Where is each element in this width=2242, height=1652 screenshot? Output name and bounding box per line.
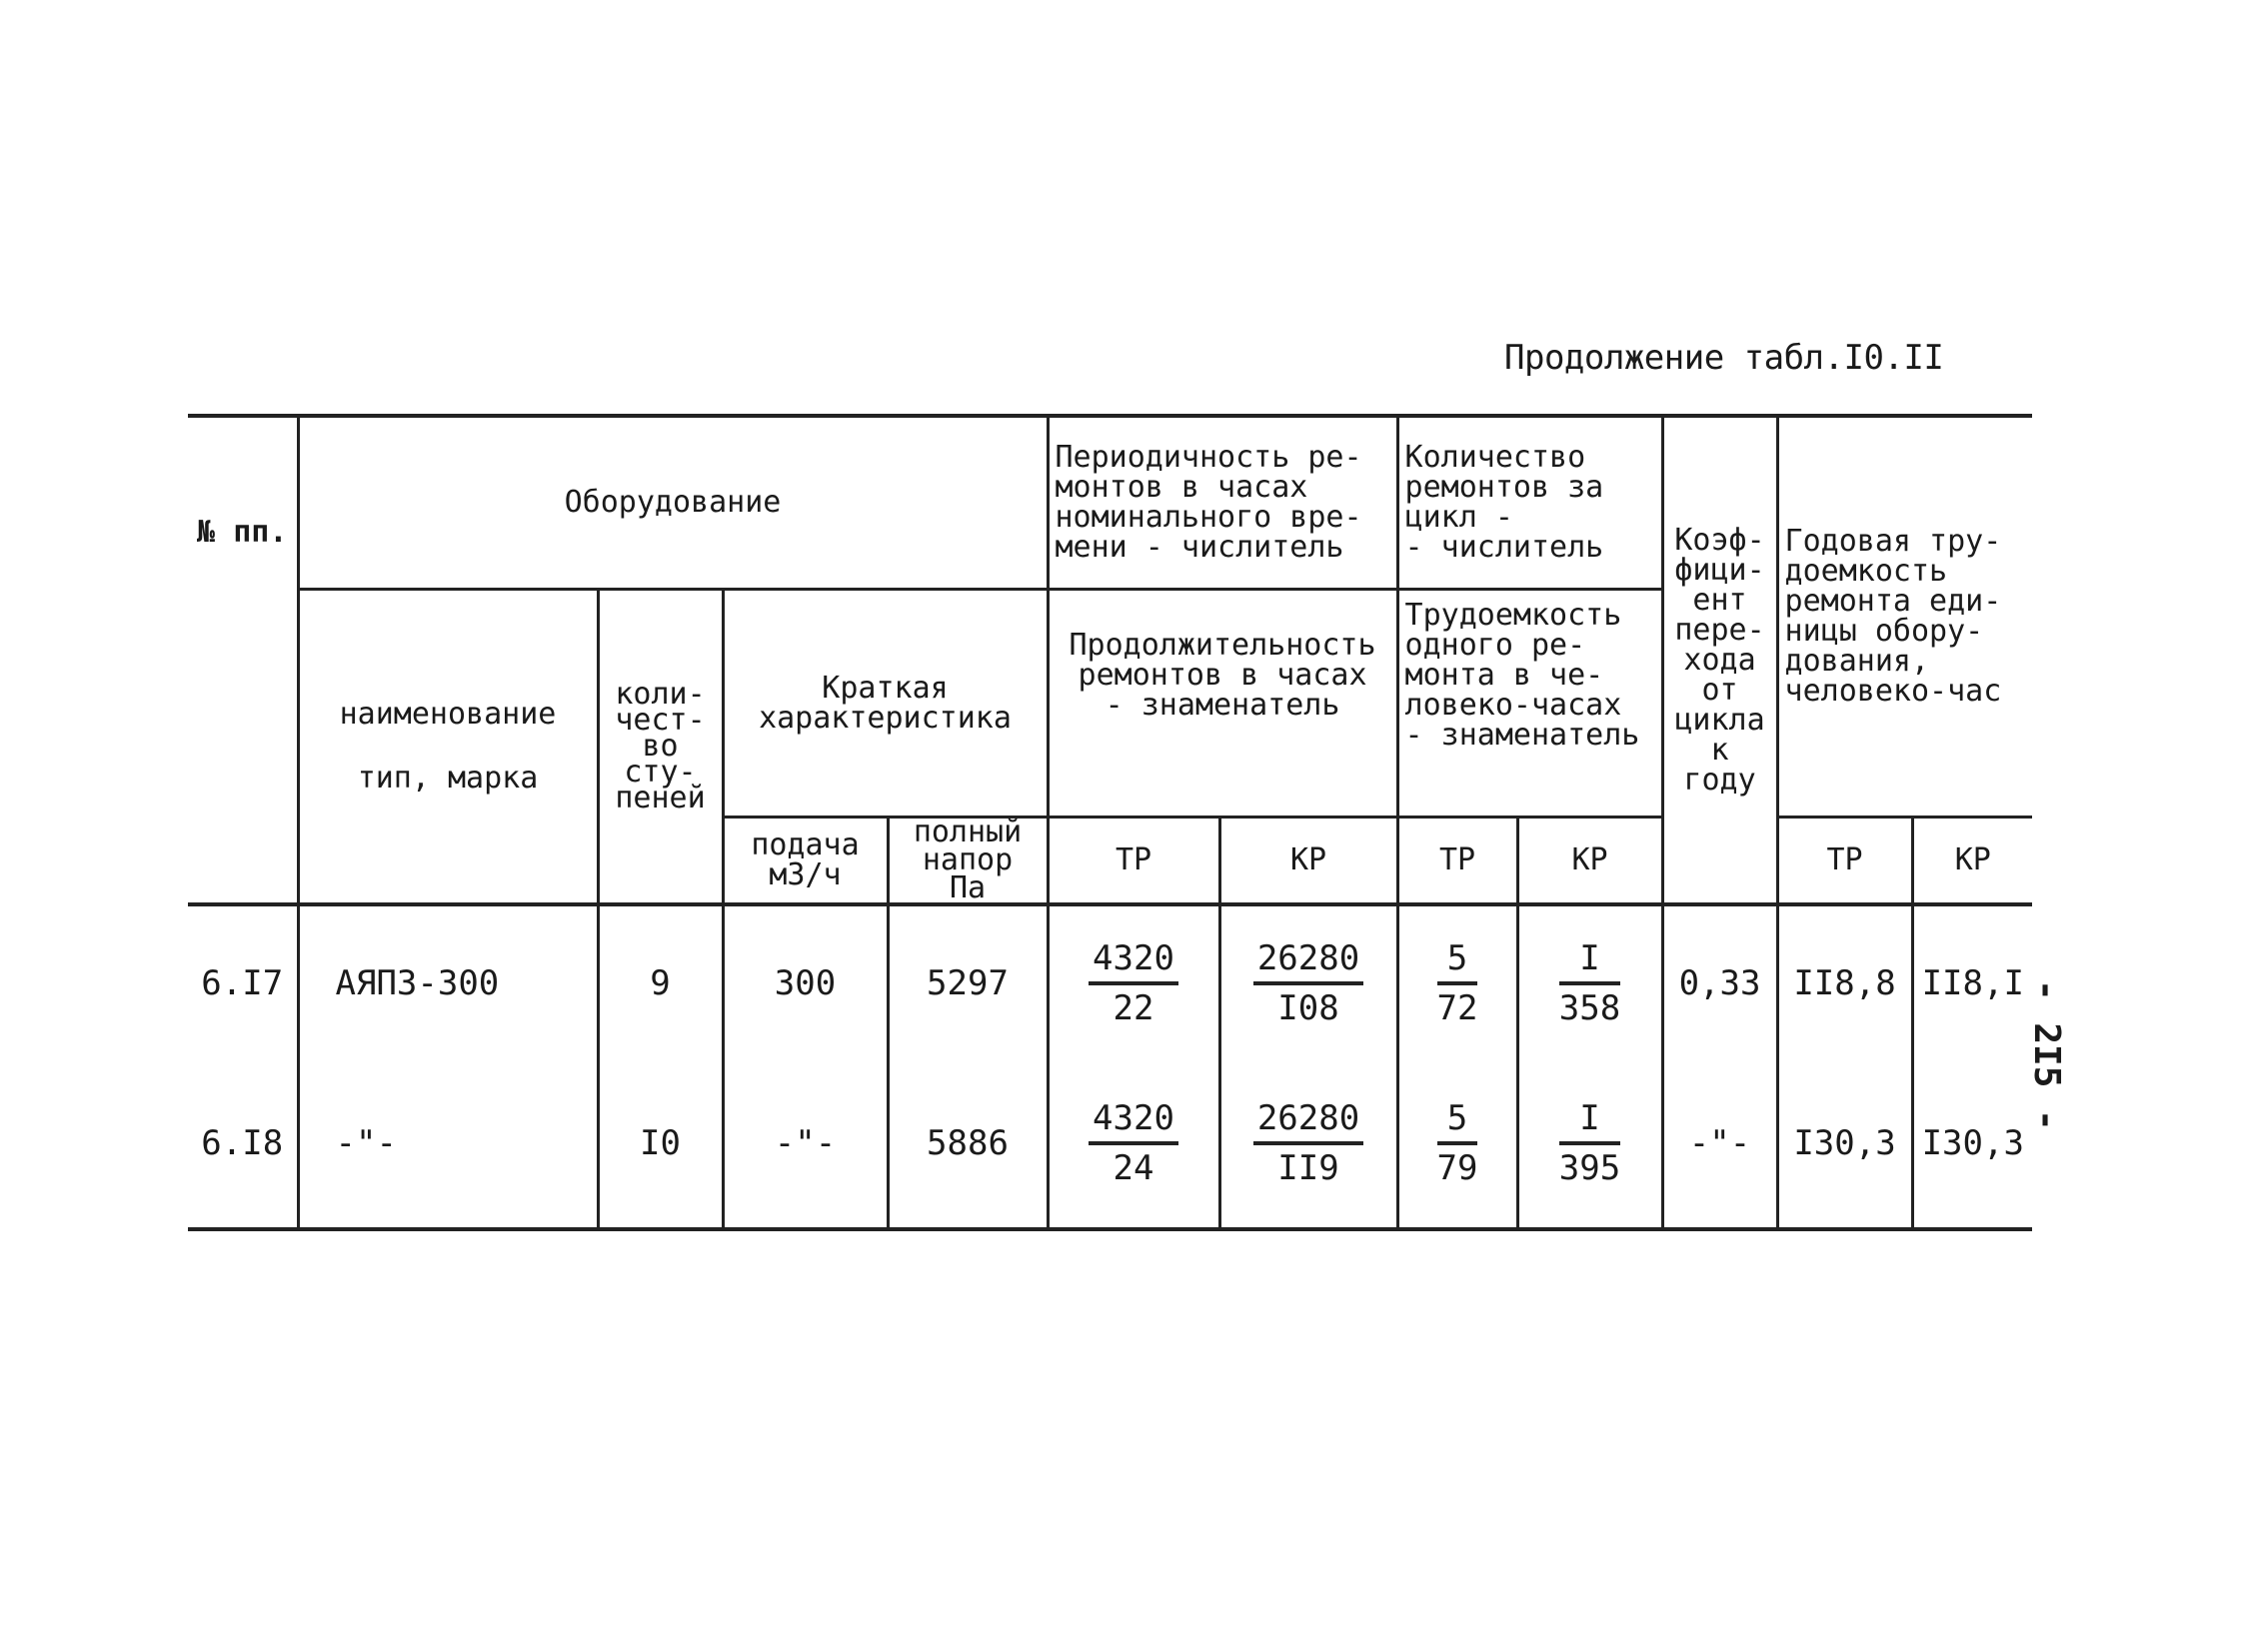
- header-coef: Коэф- фици- ент пере- хода от цикла к году: [1662, 416, 1777, 904]
- header-duration: Продолжительность ремонтов в часах - знаменатель: [1048, 590, 1397, 818]
- header-count-tr: ТР: [1397, 818, 1517, 905]
- fraction-denominator: 72: [1436, 987, 1478, 1028]
- row-count-tr: [1397, 904, 1517, 1059]
- row-num: 6.I8: [188, 1059, 298, 1229]
- row-period-tr: [1048, 904, 1219, 1059]
- fraction-numerator: 5: [1437, 943, 1478, 985]
- fraction-denominator: 395: [1558, 1148, 1621, 1188]
- row-stages: 9: [598, 904, 723, 1059]
- header-annual-kr: КР: [1912, 818, 2032, 905]
- row-period-kr: [1219, 1059, 1397, 1229]
- header-stages: коли- чест- во сту- пеней: [598, 590, 723, 905]
- repair-table: [188, 414, 2032, 1231]
- fraction-numerator: 26280: [1253, 1103, 1363, 1145]
- header-period-kr: КР: [1219, 818, 1397, 905]
- row-name: -"-: [298, 1059, 598, 1229]
- row-annual-kr: II8,I: [1912, 904, 2032, 1059]
- fraction-numerator: 4320: [1089, 943, 1178, 985]
- fraction-numerator: I: [1559, 943, 1620, 985]
- row-coef: -"-: [1662, 1059, 1777, 1229]
- header-count-kr: КР: [1517, 818, 1662, 905]
- row-flow: -"-: [723, 1059, 888, 1229]
- row-count-kr: [1517, 1059, 1662, 1229]
- header-flow: подача м3/ч: [723, 818, 888, 905]
- header-periodicity: Периодичность ре- монтов в часах номинального вре- мени - числитель: [1048, 416, 1397, 590]
- row-head: 5886: [888, 1059, 1048, 1229]
- row-count-tr: [1397, 1059, 1517, 1229]
- row-period-tr: [1048, 1059, 1219, 1229]
- fraction-numerator: 26280: [1253, 943, 1363, 985]
- row-coef: 0,33: [1662, 904, 1777, 1059]
- header-row-1: [188, 416, 2032, 590]
- header-annual-tr: ТР: [1777, 818, 1912, 905]
- row-name: АЯПЗ-300: [298, 904, 598, 1059]
- fraction-denominator: 358: [1558, 987, 1621, 1028]
- header-annual: Годовая тру- доемкость ремонта еди- ницы обору- дования, человеко-час: [1777, 416, 2032, 818]
- header-labor: Трудоемкость одного ре- монта в че- ловеко-часах - знаменатель: [1397, 590, 1662, 818]
- fraction-denominator: 24: [1113, 1148, 1154, 1188]
- fraction-denominator: 22: [1113, 987, 1154, 1028]
- fraction-denominator: 79: [1436, 1148, 1478, 1188]
- fraction-denominator: II9: [1277, 1148, 1339, 1188]
- row-annual-tr: I30,3: [1777, 1059, 1912, 1229]
- header-period-tr: ТР: [1048, 818, 1219, 905]
- row-flow: 300: [723, 904, 888, 1059]
- fraction-numerator: 5: [1437, 1103, 1478, 1145]
- header-num: № пп.: [188, 416, 298, 904]
- fraction-numerator: I: [1559, 1103, 1620, 1145]
- row-annual-tr: II8,8: [1777, 904, 1912, 1059]
- header-equipment: Оборудование: [298, 416, 1048, 590]
- fraction-denominator: I08: [1277, 987, 1339, 1028]
- header-head: полный напор Па: [888, 818, 1048, 905]
- header-brief: Краткая характеристика: [723, 590, 1048, 818]
- row-stages: I0: [598, 1059, 723, 1229]
- row-num: 6.I7: [188, 904, 298, 1059]
- table-row: [188, 1059, 2032, 1229]
- table-caption: Продолжение табл.I0.II: [1504, 338, 1944, 378]
- row-head: 5297: [888, 904, 1048, 1059]
- row-annual-kr: I30,3: [1912, 1059, 2032, 1229]
- fraction-numerator: 4320: [1089, 1103, 1178, 1145]
- row-period-kr: [1219, 904, 1397, 1059]
- header-count: Количество ремонтов за цикл - - числитель: [1397, 416, 1662, 590]
- page-number: - 2I5 -: [2026, 979, 2067, 1131]
- table-row: [188, 904, 2032, 1059]
- row-count-kr: [1517, 904, 1662, 1059]
- header-name: наименование тип, марка: [298, 590, 598, 905]
